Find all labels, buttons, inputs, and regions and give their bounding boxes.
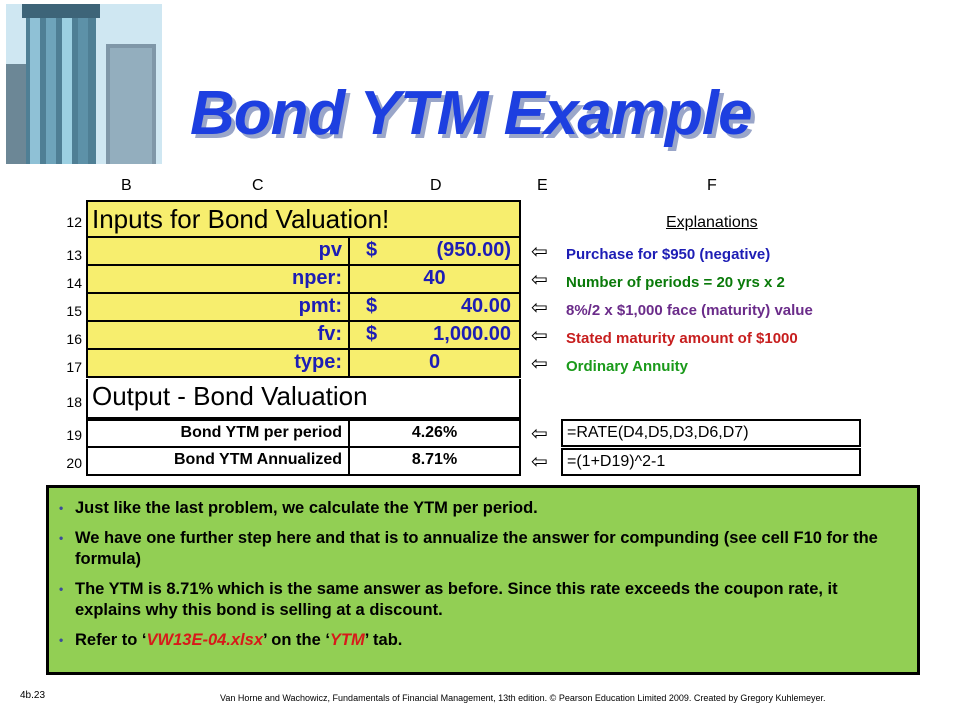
output-label: Bond YTM Annualized: [88, 448, 350, 474]
column-header-f: F: [707, 177, 717, 194]
left-arrow-icon: ⇦: [531, 269, 548, 291]
input-label: nper:: [88, 266, 350, 292]
output-row-ytm-period: [86, 419, 521, 448]
input-value: 1,000.00: [433, 323, 511, 345]
row-number: 18: [66, 394, 82, 410]
bullet-item: [59, 528, 897, 570]
file-name: VW13E-04.xlsx: [146, 631, 263, 649]
bullet-text: The YTM is 8.71% which is the same answer as before. Since this rate exceeds the coupon rate, it explains why this bond is selling at a discount.: [75, 580, 838, 619]
column-header-e: E: [537, 177, 548, 194]
left-arrow-icon: ⇦: [531, 297, 548, 319]
input-currency: $: [366, 239, 378, 261]
column-header-b: B: [121, 177, 132, 194]
output-heading: Output - Bond Valuation: [86, 379, 521, 419]
bullet-item: [59, 630, 897, 651]
input-value: 0: [428, 351, 441, 373]
bullet-text: We have one further step here and that is to annualize the answer for compunding (see cell F10 for the formula): [75, 529, 878, 568]
row-number: 14: [66, 275, 82, 291]
explanation-type: Ordinary Annuity: [566, 358, 688, 375]
notes-box: [46, 485, 920, 675]
bullet-text: Just like the last problem, we calculate the YTM per period.: [75, 499, 538, 517]
bullet-icon: •: [59, 531, 64, 545]
building-photo: [6, 4, 162, 164]
notes-list: [49, 488, 917, 651]
input-row-fv: [86, 322, 521, 350]
input-currency: $: [366, 323, 378, 345]
tab-name: YTM: [329, 631, 365, 649]
input-label: type:: [88, 350, 350, 376]
bullet-icon: •: [59, 501, 64, 515]
left-arrow-icon: ⇦: [531, 451, 548, 473]
footer-credit: Van Horne and Wachowicz, Fundamentals of Financial Management, 13th edition. © Pearson Education Limited 2009. Created by Gregory Kuhlemeyer.: [220, 693, 826, 703]
column-header-c: C: [252, 177, 264, 194]
output-label: Bond YTM per period: [88, 421, 350, 446]
bullet-item: [59, 579, 897, 621]
row-number: 12: [66, 214, 82, 230]
row-number: 16: [66, 331, 82, 347]
bullet-icon: •: [59, 582, 64, 596]
left-arrow-icon: ⇦: [531, 423, 548, 445]
bullet-icon: •: [59, 633, 64, 647]
output-value: 4.26%: [411, 424, 458, 441]
input-label: pv: [88, 238, 350, 264]
bullet-text-post: ’ tab.: [364, 631, 403, 649]
slide-number: 4b.23: [20, 690, 46, 701]
slide-title: Bond YTM Example: [190, 79, 752, 148]
output-value: 8.71%: [411, 451, 458, 468]
input-value: 40.00: [460, 295, 511, 317]
row-number: 20: [66, 455, 82, 471]
input-row-pmt: [86, 294, 521, 322]
row-number: 13: [66, 247, 82, 263]
row-number: 19: [66, 427, 82, 443]
left-arrow-icon: ⇦: [531, 241, 548, 263]
input-label: fv:: [88, 322, 350, 348]
explanation-nper: Number of periods = 20 yrs x 2: [566, 274, 785, 291]
row-number: 15: [66, 303, 82, 319]
bullet-item: [59, 498, 897, 519]
input-row-pv: [86, 238, 521, 266]
left-arrow-icon: ⇦: [531, 325, 548, 347]
row-number: 17: [66, 359, 82, 375]
input-value: 40: [423, 267, 446, 289]
input-value: (950.00): [436, 239, 511, 261]
formula-ytm-annual: =(1+D19)^2-1: [561, 448, 861, 476]
inputs-heading: Inputs for Bond Valuation!: [86, 200, 521, 238]
bullet-text-pre: Refer to ‘: [75, 631, 147, 649]
explanation-fv: Stated maturity amount of $1000: [566, 330, 798, 347]
explanation-pmt: 8%/2 x $1,000 face (maturity) value: [566, 302, 813, 319]
input-row-type: [86, 350, 521, 378]
input-currency: $: [366, 295, 378, 317]
explanation-pv: Purchase for $950 (negative): [566, 246, 771, 263]
bullet-text-mid: ’ on the ‘: [263, 631, 330, 649]
input-row-nper: [86, 266, 521, 294]
input-label: pmt:: [88, 294, 350, 320]
left-arrow-icon: ⇦: [531, 353, 548, 375]
column-header-d: D: [430, 177, 442, 194]
explanations-heading: Explanations: [666, 214, 758, 231]
formula-ytm-period: =RATE(D4,D5,D3,D6,D7): [561, 419, 861, 447]
output-row-ytm-annual: [86, 448, 521, 476]
